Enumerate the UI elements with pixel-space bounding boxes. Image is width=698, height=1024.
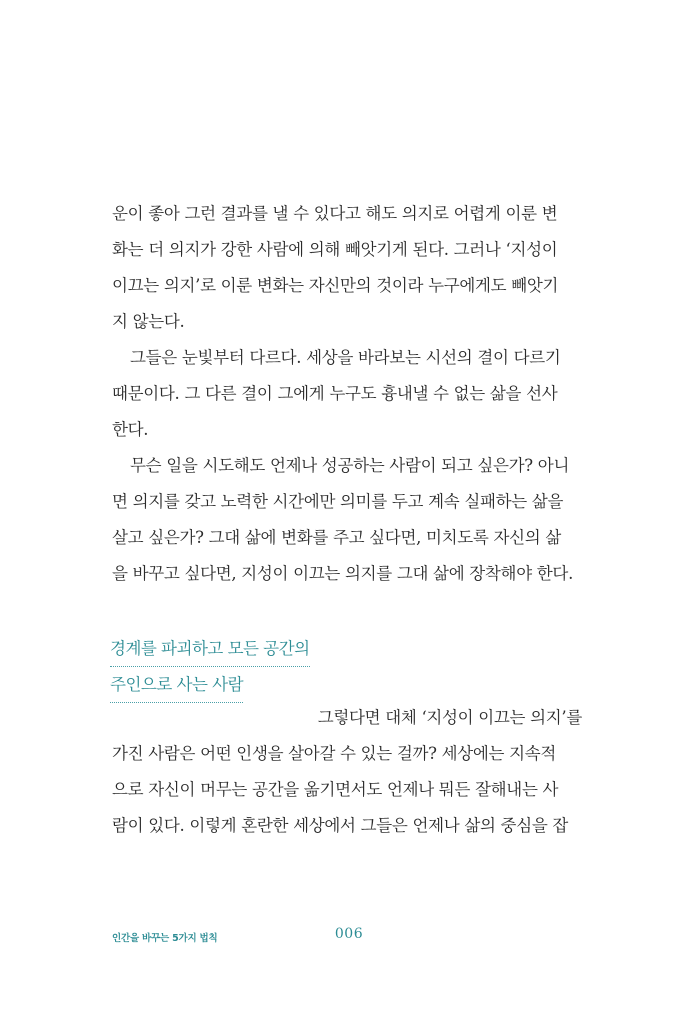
text-line: 한다. — [112, 420, 149, 439]
text-line: 가진 사람은 어떤 인생을 살아갈 수 있는 걸까? 세상에는 지속적 — [112, 744, 557, 763]
text-line: 무슨 일을 시도해도 언제나 성공하는 사람이 되고 싶은가? 아니 — [130, 456, 570, 475]
paragraph-2 — [112, 340, 582, 448]
text-line: 살고 싶은가? 그대 삶에 변화를 주고 싶다면, 미치도록 자신의 삶 — [112, 528, 561, 547]
page-number: 006 — [334, 926, 364, 942]
running-footer-title: 인간을 바꾸는 5가지 법칙 — [112, 933, 218, 944]
text-line: 면 의지를 갖고 노력한 시간에만 의미를 두고 계속 실패하는 삶을 — [112, 492, 564, 511]
text-line: 그들은 눈빛부터 다르다. 세상을 바라보는 시선의 결이 다르기 — [130, 348, 561, 367]
text-line: 운이 좋아 그런 결과를 낼 수 있다고 해도 의지로 어렵게 이룬 변 — [112, 204, 558, 223]
section-heading-line-2: 주인으로 사는 사람 — [110, 670, 243, 703]
section-heading-line-1: 경계를 파괴하고 모든 공간의 — [110, 634, 310, 667]
text-line: 지 않는다. — [112, 312, 185, 331]
section-heading — [110, 634, 370, 706]
text-line: 화는 더 의지가 강한 사람에 의해 빼앗기게 된다. 그러나 ‘지성이 — [112, 240, 558, 259]
section-paragraph — [112, 700, 582, 844]
text-line: 때문이다. 그 다른 결이 그에게 누구도 흉내낼 수 없는 삶을 선사 — [112, 384, 558, 403]
text-line: 으로 자신이 머무는 공간을 옮기면서도 언제나 뭐든 잘해내는 사 — [112, 780, 559, 799]
text-line: 람이 있다. 이렇게 혼란한 세상에서 그들은 언제나 삶의 중심을 잡 — [112, 816, 569, 835]
paragraph-3 — [112, 448, 582, 592]
text-line: 을 바꾸고 싶다면, 지성이 이끄는 의지를 그대 삶에 장착해야 한다. — [112, 564, 574, 583]
text-line: 이끄는 의지’로 이룬 변화는 자신만의 것이라 누구에게도 빼앗기 — [112, 276, 559, 295]
text-line: 그렇다면 대체 ‘지성이 이끄는 의지’를 — [317, 708, 582, 727]
paragraph-1 — [112, 196, 582, 340]
